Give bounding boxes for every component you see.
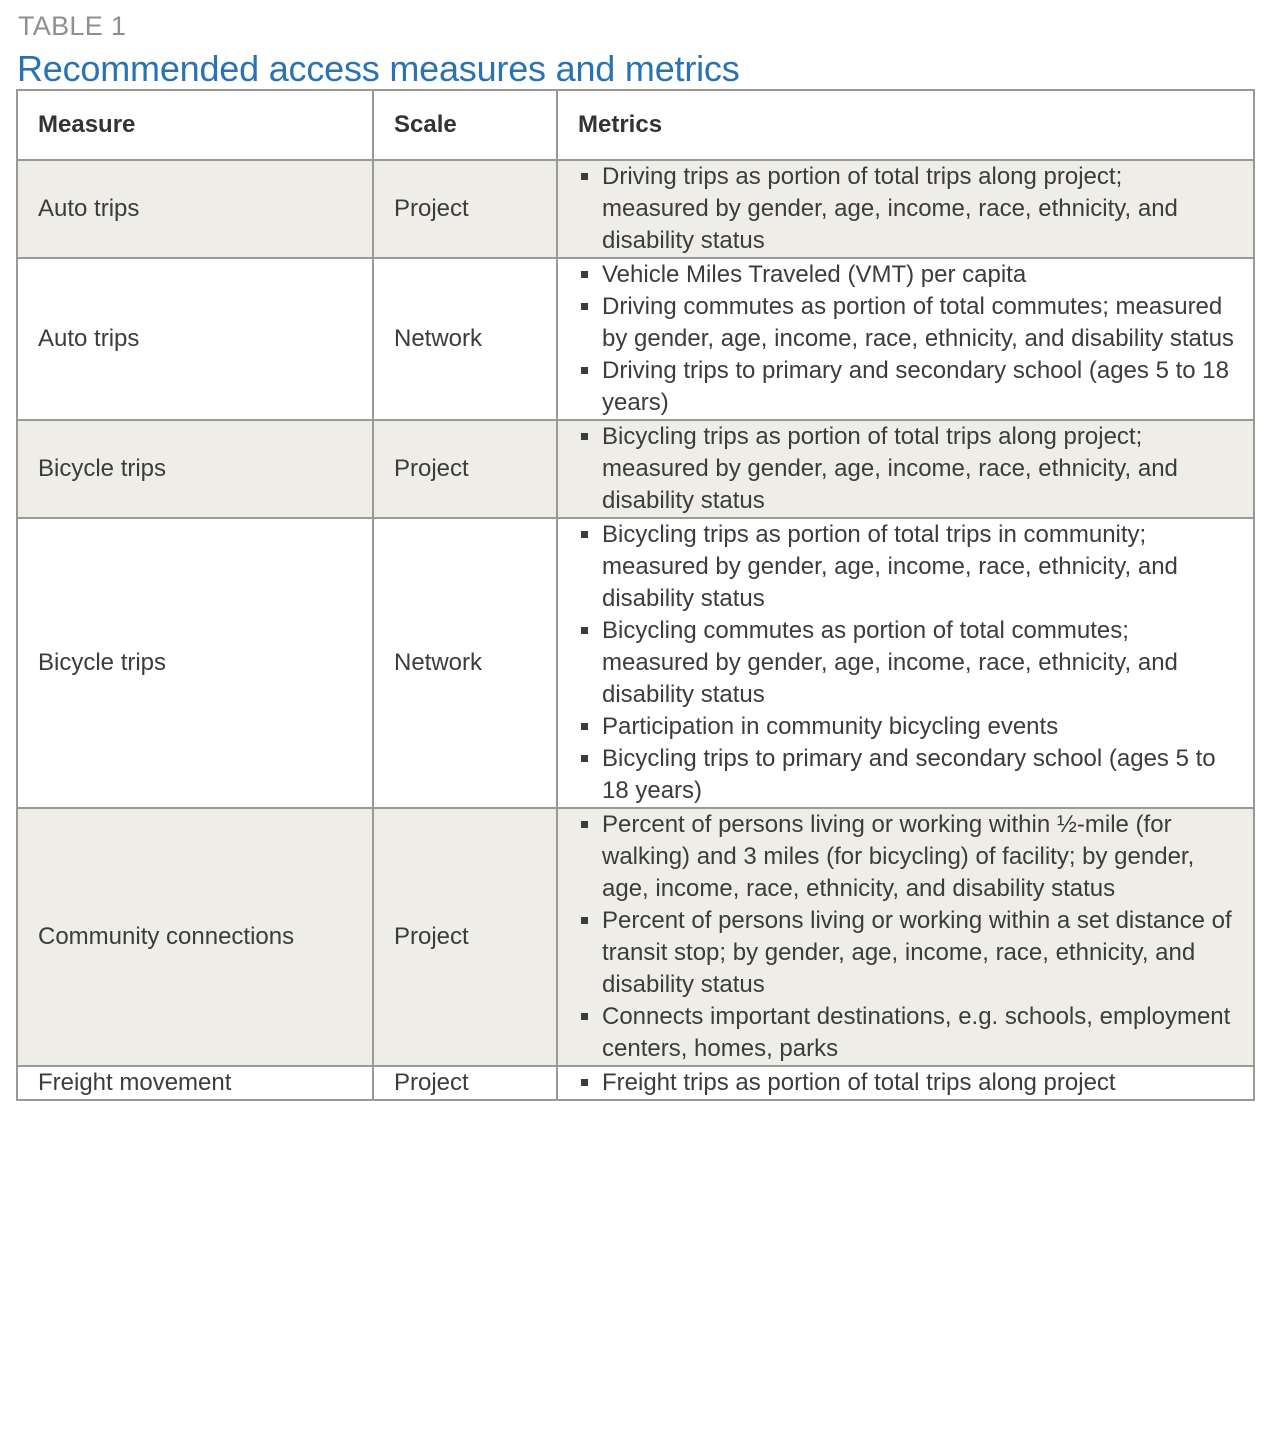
- header-measure: Measure: [17, 90, 373, 160]
- metric-item: Driving trips as portion of total trips along project; measured by gender, age, income, race, ethnicity, and disability status: [578, 161, 1253, 257]
- measure-cell: Auto trips: [17, 258, 373, 420]
- scale-cell: Network: [373, 258, 557, 420]
- measure-cell: Auto trips: [17, 160, 373, 258]
- metrics-cell: [557, 1066, 1254, 1100]
- metrics-list: [578, 421, 1253, 517]
- metric-item: Participation in community bicycling events: [578, 711, 1253, 743]
- metric-item: Bicycling commutes as portion of total commutes; measured by gender, age, income, race, ethnicity, and disability status: [578, 615, 1253, 711]
- metric-item: Freight trips as portion of total trips along project: [578, 1067, 1253, 1099]
- metrics-list: [578, 519, 1253, 807]
- metrics-cell: [557, 420, 1254, 518]
- metrics-cell: [557, 518, 1254, 808]
- metric-item: Connects important destinations, e.g. schools, employment centers, homes, parks: [578, 1001, 1253, 1065]
- table-row: [17, 160, 1254, 258]
- metric-item: Bicycling trips as portion of total trips along project; measured by gender, age, income, race, ethnicity, and disability status: [578, 421, 1253, 517]
- table-label: TABLE 1: [18, 11, 127, 41]
- header-metrics: Metrics: [557, 90, 1254, 160]
- scale-cell: Network: [373, 518, 557, 808]
- metric-item: Driving trips to primary and secondary school (ages 5 to 18 years): [578, 355, 1253, 419]
- metric-item: Vehicle Miles Traveled (VMT) per capita: [578, 259, 1253, 291]
- metric-item: Percent of persons living or working within a set distance of transit stop; by gender, age, income, race, ethnicity, and disability status: [578, 905, 1253, 1001]
- table-row: [17, 258, 1254, 420]
- table-row: [17, 808, 1254, 1066]
- table-row: [17, 518, 1254, 808]
- measure-cell: Freight movement: [17, 1066, 373, 1100]
- measure-cell: Community connections: [17, 808, 373, 1066]
- metric-item: Driving commutes as portion of total commutes; measured by gender, age, income, race, ethnicity, and disability status: [578, 291, 1253, 355]
- metric-item: Percent of persons living or working within ½-mile (for walking) and 3 miles (for bicycling) of facility; by gender, age, income, race, ethnicity, and disability status: [578, 809, 1253, 905]
- metrics-cell: [557, 258, 1254, 420]
- metrics-list: [578, 809, 1253, 1065]
- scale-cell: Project: [373, 1066, 557, 1100]
- scale-cell: Project: [373, 420, 557, 518]
- metrics-list: [578, 259, 1253, 419]
- table-title: Recommended access measures and metrics: [17, 48, 740, 89]
- measures-table: [16, 89, 1255, 1101]
- metric-item: Bicycling trips as portion of total trips in community; measured by gender, age, income, race, ethnicity, and disability status: [578, 519, 1253, 615]
- metrics-list: [578, 1067, 1253, 1099]
- scale-cell: Project: [373, 808, 557, 1066]
- measure-cell: Bicycle trips: [17, 420, 373, 518]
- measure-cell: Bicycle trips: [17, 518, 373, 808]
- metrics-cell: [557, 160, 1254, 258]
- metrics-cell: [557, 808, 1254, 1066]
- table-row: [17, 420, 1254, 518]
- scale-cell: Project: [373, 160, 557, 258]
- header-scale: Scale: [373, 90, 557, 160]
- metrics-list: [578, 161, 1253, 257]
- header-row: [17, 90, 1254, 160]
- metric-item: Bicycling trips to primary and secondary school (ages 5 to 18 years): [578, 743, 1253, 807]
- table-row: [17, 1066, 1254, 1100]
